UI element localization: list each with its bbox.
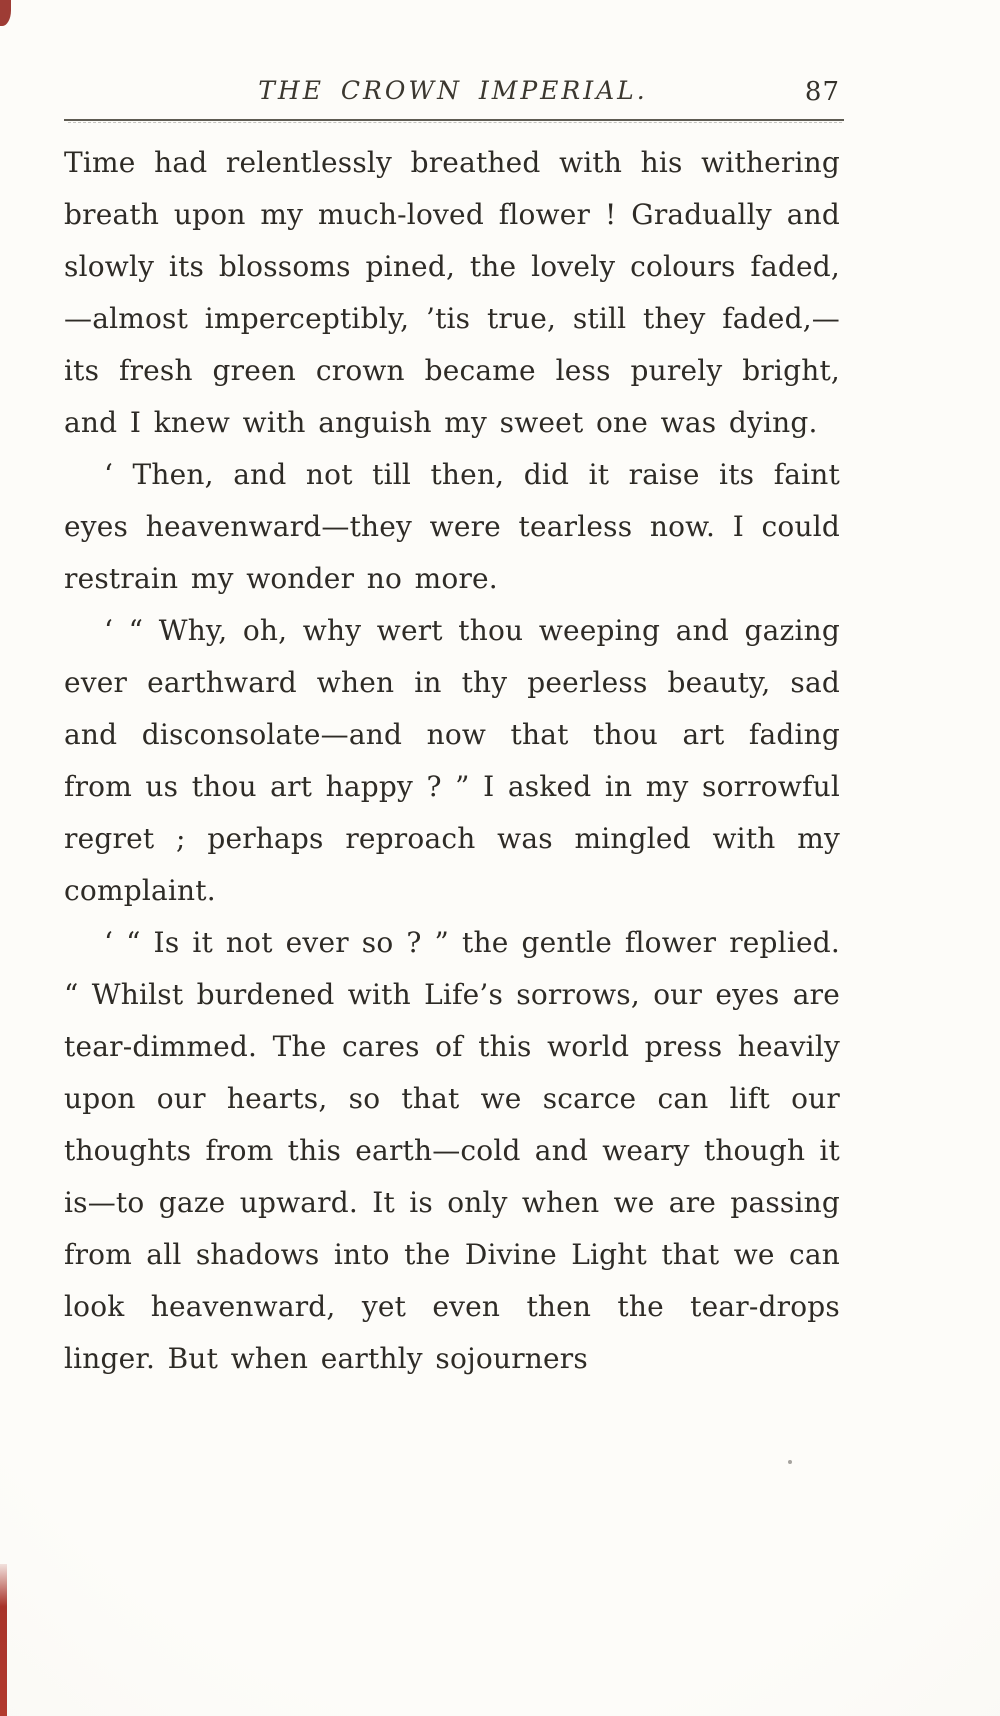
paragraph: ‘ “ Why, oh, why wert thou weeping and gazing ever earthward when in thy peerless beauty, sad and disconsolate—and now that thou art fading from us thou art happy ? ” I asked in my sorrowful regret ; perhaps reproach was mingled with my complaint. [64,614,840,907]
page-body [64,137,840,1385]
header-rule [64,119,844,121]
running-title: THE CROWN IMPERIAL. [258,76,648,105]
page-number: 87 [804,77,840,107]
scan-speck [788,1460,792,1464]
paragraph: ‘ “ Is it not ever so ? ” the gentle flower replied. “ Whilst burdened with Life’s sorrows, our eyes are tear-dimmed. The cares of this world press heavily upon our hearts, so that we scarce can lift our thoughts from this earth—cold and weary though it is—to gaze upward. It is only when we are passing from all shadows into the Divine Light that we can look heavenward, yet even then the tear-drops linger. But when earthly sojourners [64,926,840,1375]
paragraph: ‘ Then, and not till then, did it raise its faint eyes heavenward—they were tearless now. I could restrain my wonder no more. [64,458,840,595]
paragraph-continuation: Time had relentlessly breathed with his withering breath upon my much-loved flower ! Gradually and slowly its blossoms pined, the lovely colours faded,—almost imperceptibly, ’tis true, still they faded,—its fresh green crown became less purely bright, and I knew with anguish my sweet one was dying. [64,146,840,439]
scan-artifact-bottom-left [0,1564,7,1716]
scan-artifact-top-left [0,0,11,26]
page-header [64,76,842,110]
